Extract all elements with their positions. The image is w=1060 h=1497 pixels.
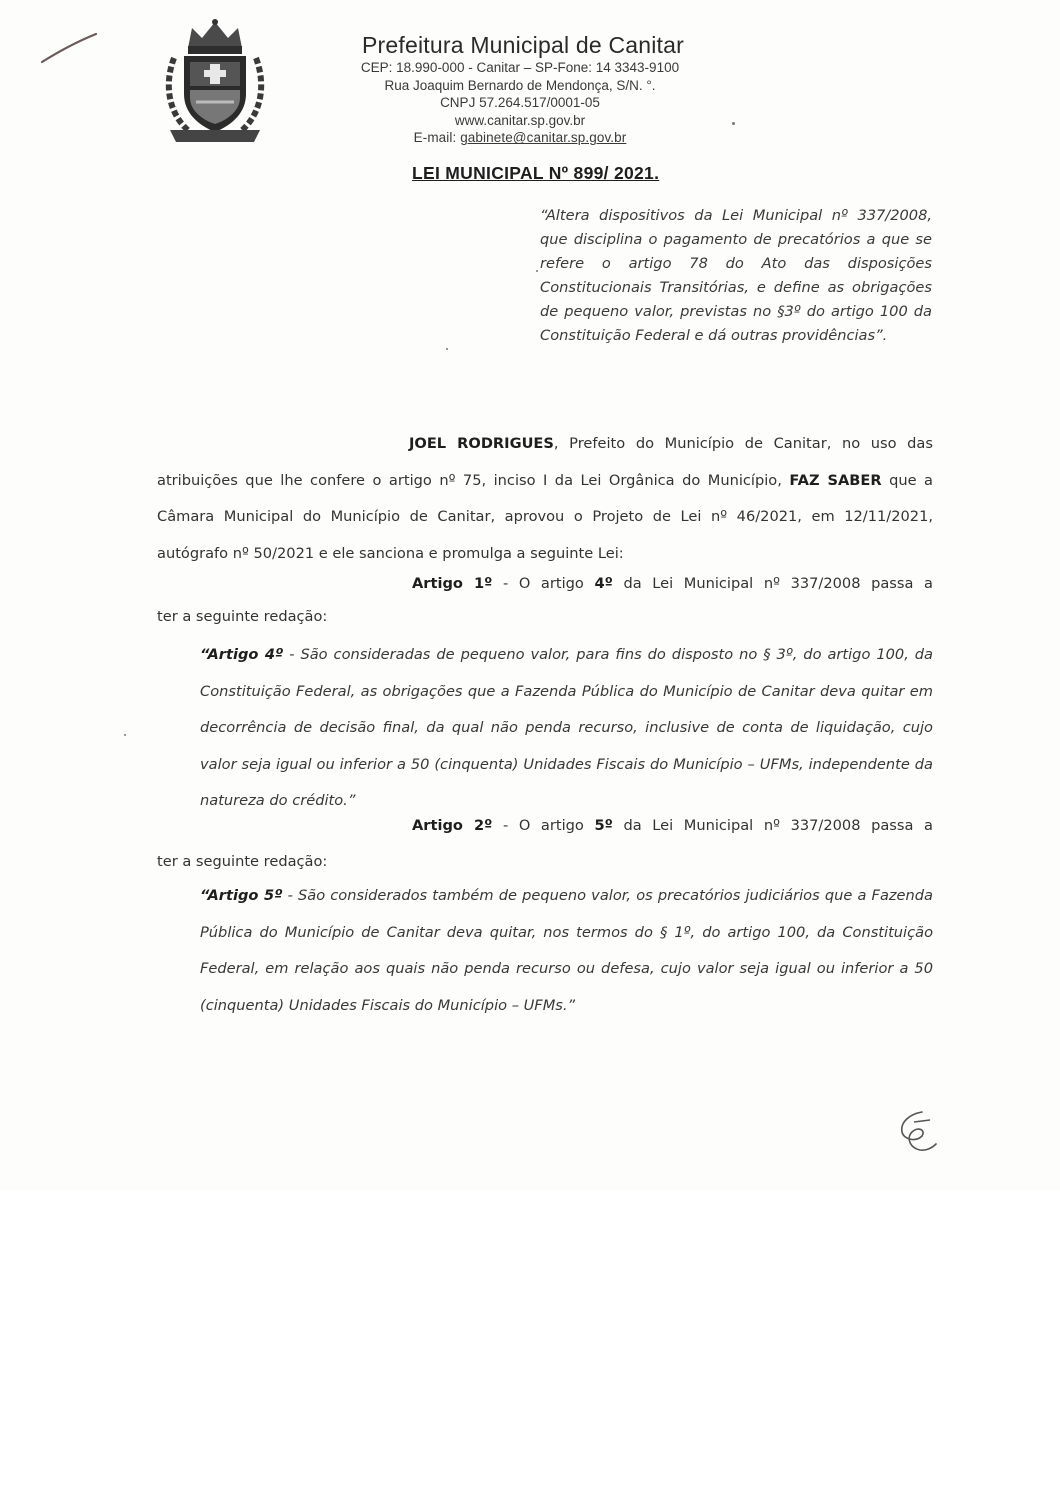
pen-mark-icon	[38, 30, 100, 66]
address-line: Rua Joaquim Bernardo de Mendonça, S/N. °.	[384, 77, 656, 93]
email-line	[300, 129, 740, 147]
article-5-text: - São considerados também de pequeno valor, os precatórios judiciários que a Fazenda Pública do Município de Canitar deva quitar, nos termos do § 1º, do artigo 100, da Constituição Federal, em relação aos quais não penda recurso ou defesa, cujo valor seja igual ou inferior a 50 (cinquenta) Unidades Fiscais do Município – UFMs.”	[200, 887, 933, 1014]
article-1-label: Artigo 1º	[412, 575, 493, 592]
article-1-intro-b: da Lei Municipal nº 337/2008 passa a	[612, 575, 933, 592]
ementa: “Altera dispositivos da Lei Municipal nº 337/2008, que disciplina o pagamento de precatórios a que se refere o artigo 78 do Ato das disposições Constitucionais Transitórias, e define as obrigações de pequeno valor, previstas no §3º do artigo 100 da Constituição Federal e dá outras providências”.	[540, 207, 932, 344]
scan-speck	[124, 734, 126, 736]
letterhead	[300, 32, 740, 147]
faz-saber: FAZ SABER	[789, 471, 882, 489]
article-4-text: - São consideradas de pequeno valor, para fins do disposto no § 3º, do artigo 100, da Constituição Federal, as obrigações que a Fazenda Pública do Município de Canitar deva quitar em decorrência de decisão final, da qual não penda recurso, inclusive de conta de liquidação, cujo valor seja igual ou inferior a 50 (cinquenta) Unidades Fiscais do Município – UFMs, independente da natureza do crédito.”	[200, 646, 934, 809]
scan-speck	[446, 348, 448, 350]
article-2-intro-a: - O artigo	[492, 817, 595, 834]
law-title: LEI MUNICIPAL Nº 899/ 2021.	[412, 163, 660, 183]
article-1-intro-a: - O artigo	[492, 575, 595, 592]
article-2-label: Artigo 2º	[412, 817, 493, 834]
email-link[interactable]: gabinete@canitar.sp.gov.br	[460, 130, 627, 146]
article-1-intro-cont: ter a seguinte redação:	[157, 608, 328, 625]
article-2-intro-cont: ter a seguinte redação:	[157, 853, 328, 870]
handwritten-initials-icon	[892, 1108, 942, 1154]
email-label: E-mail:	[413, 130, 457, 146]
preamble-text-b: que a Câmara Municipal do Município de Canitar, aprovou o Projeto de Lei nº 46/2021, em 12/11/2021, autógrafo nº 50/2021 e ele sanciona e promulga a seguinte Lei:	[157, 471, 933, 562]
article-2-intro-b: da Lei Municipal nº 337/2008 passa a	[612, 817, 933, 834]
cep-phone-line: CEP: 18.990-000 - Canitar – SP-Fone: 14 3343-9100	[360, 60, 680, 75]
org-name: Prefeitura Municipal de Canitar	[362, 32, 684, 58]
article-2-intro	[412, 817, 933, 834]
mayor-name: JOEL RODRIGUES	[409, 435, 554, 452]
article-2-ref: 5º	[594, 817, 613, 834]
scan-speck	[732, 122, 735, 125]
article-5-label: “Artigo 5º	[200, 887, 283, 904]
article-1-ref: 4º	[594, 575, 613, 592]
article-4-label: “Artigo 4º	[200, 646, 284, 663]
article-4-quote	[200, 637, 933, 820]
article-1-intro	[412, 575, 933, 592]
article-5-quote	[200, 878, 933, 1024]
cnpj-line: CNPJ 57.264.517/0001-05	[440, 95, 600, 111]
preamble-paragraph	[157, 426, 933, 572]
scan-speck	[536, 270, 538, 272]
preamble-text-a: , Prefeito do Município de Canitar, no uso das atribuições que lhe confere o artigo nº 75, inciso I da Lei Orgânica do Município,	[157, 435, 933, 489]
municipal-coat-of-arms-icon	[160, 14, 270, 144]
website-link[interactable]: www.canitar.sp.gov.br	[454, 112, 586, 128]
